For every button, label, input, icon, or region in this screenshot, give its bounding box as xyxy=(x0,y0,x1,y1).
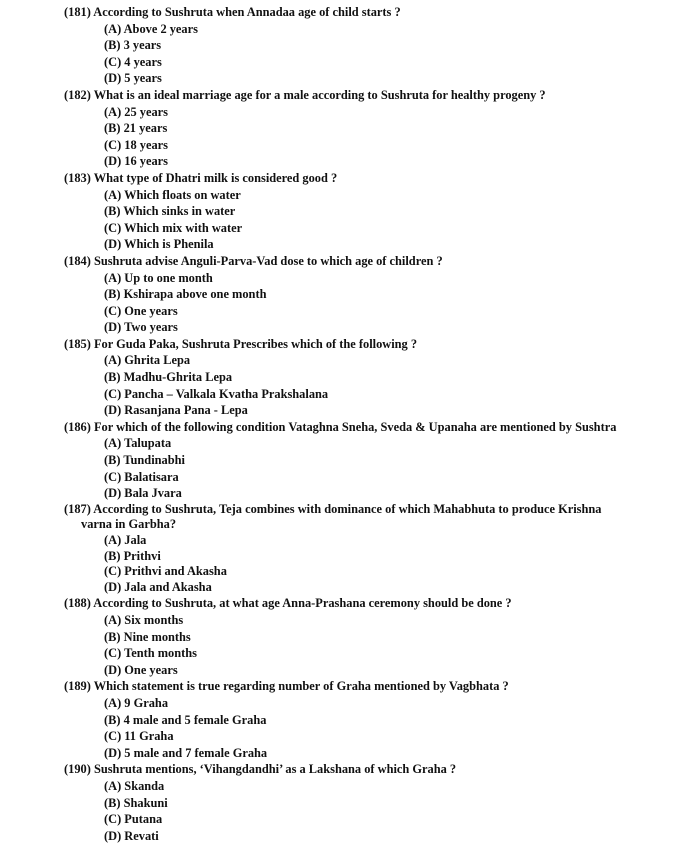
option-c: (C) Putana xyxy=(104,812,163,827)
question-stem: According to Sushruta, Teja combines with dominance of which Mahabhuta to produce Krishna xyxy=(93,501,602,516)
question-text xyxy=(0,170,680,187)
question-block-187 xyxy=(0,502,680,596)
option-b: (B) Tundinabhi xyxy=(104,453,185,468)
question-block-190 xyxy=(0,761,680,844)
question-number: (188) xyxy=(64,596,91,611)
question-text xyxy=(0,595,680,612)
question-text-continued xyxy=(0,517,680,533)
question-stem: Which statement is true regarding number of Graha mentioned by Vagbhata ? xyxy=(93,679,509,694)
option-a: (A) 9 Graha xyxy=(104,695,169,710)
question-number: (186) xyxy=(64,419,91,434)
question-block-183 xyxy=(0,170,680,253)
question-block-186 xyxy=(0,419,680,502)
question-text xyxy=(0,502,680,518)
question-number: (190) xyxy=(64,762,91,777)
option-b: (B) Kshirapa above one month xyxy=(104,287,267,302)
option-d: (D) Two years xyxy=(104,320,178,335)
option-c: (C) 18 years xyxy=(104,137,168,152)
option-d: (D) 5 male and 7 female Graha xyxy=(104,745,268,760)
option-a: (A) Which floats on water xyxy=(104,187,241,202)
question-stem: What is an ideal marriage age for a male according to Sushruta for healthy progeny ? xyxy=(93,87,546,102)
question-block-184 xyxy=(0,253,680,336)
question-number: (187) xyxy=(64,501,91,516)
question-stem: Sushruta mentions, ‘Vihangdandhi’ as a Lakshana of which Graha ? xyxy=(93,762,457,777)
question-text xyxy=(0,419,680,436)
option-d: (D) Which is Phenila xyxy=(104,237,214,252)
option-d: (D) 5 years xyxy=(104,71,162,86)
option-c: (C) One years xyxy=(104,303,178,318)
option-b: (B) Which sinks in water xyxy=(104,204,236,219)
question-stem-continued: varna in Garbha? xyxy=(81,517,177,532)
option-b: (B) 3 years xyxy=(104,38,162,53)
option-b: (B) Shakuni xyxy=(104,795,168,810)
option-c: (C) Pancha – Valkala Kvatha Prakshalana xyxy=(104,386,329,401)
option-d: (D) Rasanjana Pana - Lepa xyxy=(104,403,248,418)
option-b: (B) Madhu-Ghrita Lepa xyxy=(104,370,233,385)
option-d: (D) Bala Jvara xyxy=(104,486,182,501)
option-b: (B) 21 years xyxy=(104,121,168,136)
option-d: (D) Jala and Akasha xyxy=(104,579,212,594)
question-number: (185) xyxy=(64,336,91,351)
option-d: (D) 16 years xyxy=(104,154,168,169)
question-stem: For Guda Paka, Sushruta Prescribes which of the following ? xyxy=(93,336,418,351)
option-a: (A) Ghrita Lepa xyxy=(104,353,191,368)
question-stem: What type of Dhatri milk is considered good ? xyxy=(93,170,338,185)
option-b: (B) Nine months xyxy=(104,629,191,644)
option-a: (A) Skanda xyxy=(104,778,165,793)
option-b: (B) 4 male and 5 female Graha xyxy=(104,712,267,727)
option-a: (A) Talupata xyxy=(104,436,172,451)
option-c: (C) 4 years xyxy=(104,54,162,69)
question-stem: Sushruta advise Anguli-Parva-Vad dose to which age of children ? xyxy=(93,253,443,268)
option-c: (C) Which mix with water xyxy=(104,220,243,235)
question-text xyxy=(0,87,680,104)
option-b: (B) Prithvi xyxy=(104,548,161,563)
question-block-182 xyxy=(0,87,680,170)
question-document xyxy=(0,4,680,844)
option-c: (C) Balatisara xyxy=(104,469,179,484)
option-c: (C) 11 Graha xyxy=(104,729,174,744)
option-a: (A) Above 2 years xyxy=(104,21,198,36)
question-text xyxy=(0,4,680,21)
option-a: (A) Six months xyxy=(104,612,184,627)
question-text xyxy=(0,761,680,778)
question-text xyxy=(0,336,680,353)
question-number: (181) xyxy=(64,5,91,19)
option-c: (C) Tenth months xyxy=(104,646,197,661)
question-block-185 xyxy=(0,336,680,419)
question-number: (183) xyxy=(64,170,91,185)
question-block-181 xyxy=(0,4,680,87)
option-d: (D) Revati xyxy=(104,828,159,843)
question-stem: For which of the following condition Vataghna Sneha, Sveda & Upanaha are mentioned by Sushtra xyxy=(93,419,617,434)
question-block-189 xyxy=(0,678,680,761)
question-stem: According to Sushruta when Annadaa age of child starts ? xyxy=(93,5,401,19)
question-block-188 xyxy=(0,595,680,678)
question-text xyxy=(0,678,680,695)
option-a: (A) Up to one month xyxy=(104,270,213,285)
option-a: (A) 25 years xyxy=(104,104,168,119)
option-c: (C) Prithvi and Akasha xyxy=(104,564,227,579)
question-number: (184) xyxy=(64,253,91,268)
question-number: (182) xyxy=(64,87,91,102)
option-d: (D) One years xyxy=(104,662,178,677)
question-stem: According to Sushruta, at what age Anna-Prashana ceremony should be done ? xyxy=(93,596,512,611)
option-a: (A) Jala xyxy=(104,533,147,547)
question-text xyxy=(0,253,680,270)
question-number: (189) xyxy=(64,679,91,694)
